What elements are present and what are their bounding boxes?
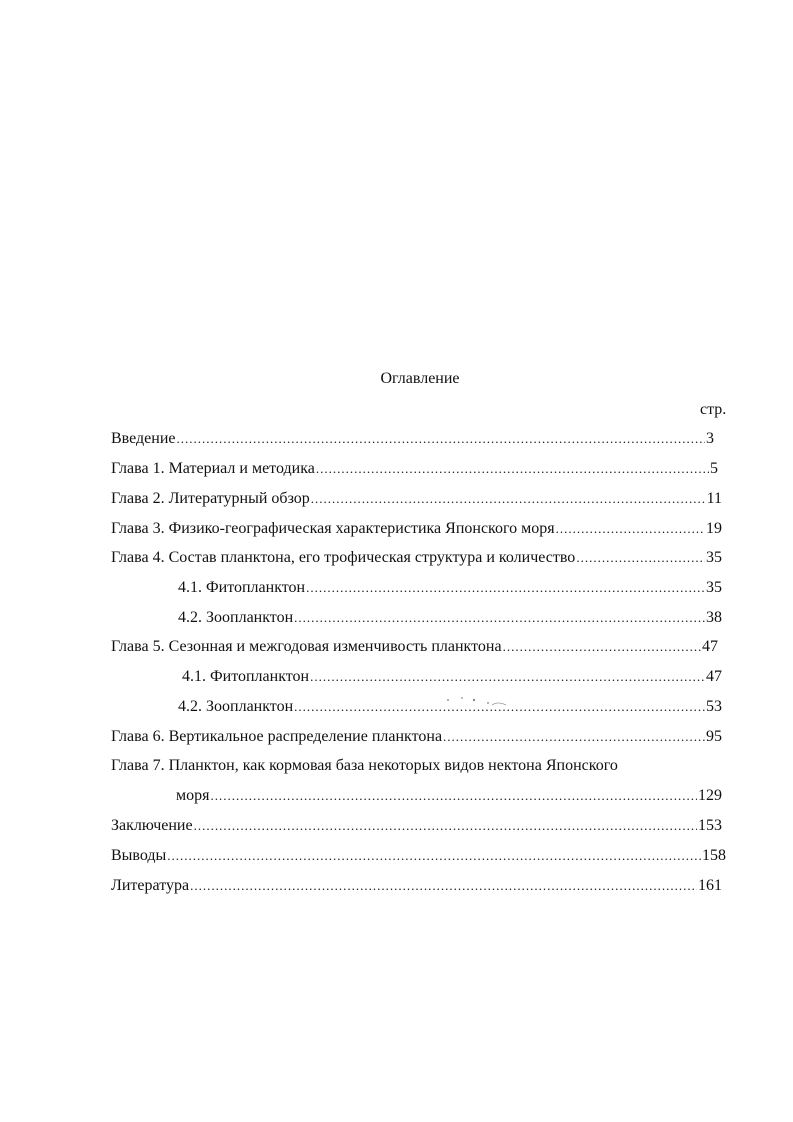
toc-entry: [111, 815, 722, 837]
toc-entry-page: 158: [702, 847, 726, 864]
toc-entry-page: 38: [706, 609, 722, 626]
toc-entry: [111, 875, 722, 897]
toc-leader-dots: [311, 488, 706, 510]
toc-leader-dots: [556, 518, 705, 540]
toc-subentry: [178, 607, 722, 629]
toc-entry-page: 47: [706, 668, 722, 685]
toc-entry-label: Глава 7. Планктон, как кормовая база некоторых видов нектона Японского: [111, 757, 618, 774]
toc-entry-label: Глава 1. Материал и методика: [111, 460, 315, 477]
toc-entry-continuation: [176, 785, 722, 807]
toc-entry-page: 11: [706, 490, 722, 507]
toc-leader-dots: [190, 875, 697, 897]
toc-leader-dots: [306, 577, 705, 599]
toc-entry-label: 4.1. Фитопланктон: [178, 579, 306, 596]
toc-entry-page: 35: [706, 549, 722, 566]
toc-entry-label: Глава 3. Физико-географическая характеристика Японского моря: [111, 520, 555, 537]
toc-leader-dots: [316, 458, 709, 480]
toc-entry-label: Глава 6. Вертикальное распределение планктона: [111, 728, 443, 745]
toc-entry-label: Глава 5. Сезонная и межгодовая изменчивость планктона: [111, 638, 502, 655]
toc-entry-label: Глава 2. Литературный обзор: [111, 490, 310, 507]
toc-entry: [111, 488, 722, 510]
toc-leader-dots: [167, 845, 701, 867]
toc-entry-page: 3: [706, 430, 714, 447]
toc-entry-label: 4.2. Зоопланктон: [178, 698, 294, 715]
toc-entry: [111, 726, 722, 748]
toc-entry-label: Глава 4. Состав планктона, его трофическая структура и количество: [111, 549, 576, 566]
page-column-label: стр.: [700, 401, 727, 418]
toc-entry-page: 53: [706, 698, 722, 715]
toc-entry: [111, 636, 718, 658]
toc-entry-page: 129: [698, 787, 722, 804]
toc-entry-page: 35: [706, 579, 722, 596]
scan-smudge: [440, 694, 520, 710]
toc-entry: [111, 845, 726, 867]
toc-entry-page: 161: [698, 877, 722, 894]
toc-leader-dots: [576, 547, 705, 569]
toc-entry: [111, 428, 714, 450]
toc-entry-label-continuation: моря: [176, 787, 210, 804]
toc-entry-label: Введение: [111, 430, 176, 447]
toc-leader-dots: [310, 666, 705, 688]
toc-entry-page: 47: [702, 638, 718, 655]
toc-leader-dots: [503, 636, 701, 658]
toc-entry-label: Литература: [111, 877, 190, 894]
toc-leader-dots: [443, 726, 705, 748]
toc-entry-page: 95: [706, 728, 722, 745]
toc-leader-dots: [210, 785, 697, 807]
toc-entry: [111, 518, 722, 540]
toc-leader-dots: [294, 607, 705, 629]
toc-entry-label: 4.1. Фитопланктон: [182, 668, 310, 685]
toc-entry: [111, 547, 722, 569]
toc-entry-label: Выводы: [111, 847, 167, 864]
toc-title: Оглавление: [380, 370, 460, 387]
toc-leader-dots: [194, 815, 697, 837]
toc-entry: [111, 458, 718, 480]
toc-entry-label: Заключение: [111, 817, 193, 834]
toc-entry-page: 153: [698, 817, 722, 834]
toc-subentry: [182, 666, 722, 688]
toc-subentry: [178, 577, 722, 599]
toc-entry-label: 4.2. Зоопланктон: [178, 609, 294, 626]
toc-entry-page: 5: [710, 460, 718, 477]
toc-leader-dots: [177, 428, 706, 450]
toc-entry-page: 19: [706, 520, 722, 537]
